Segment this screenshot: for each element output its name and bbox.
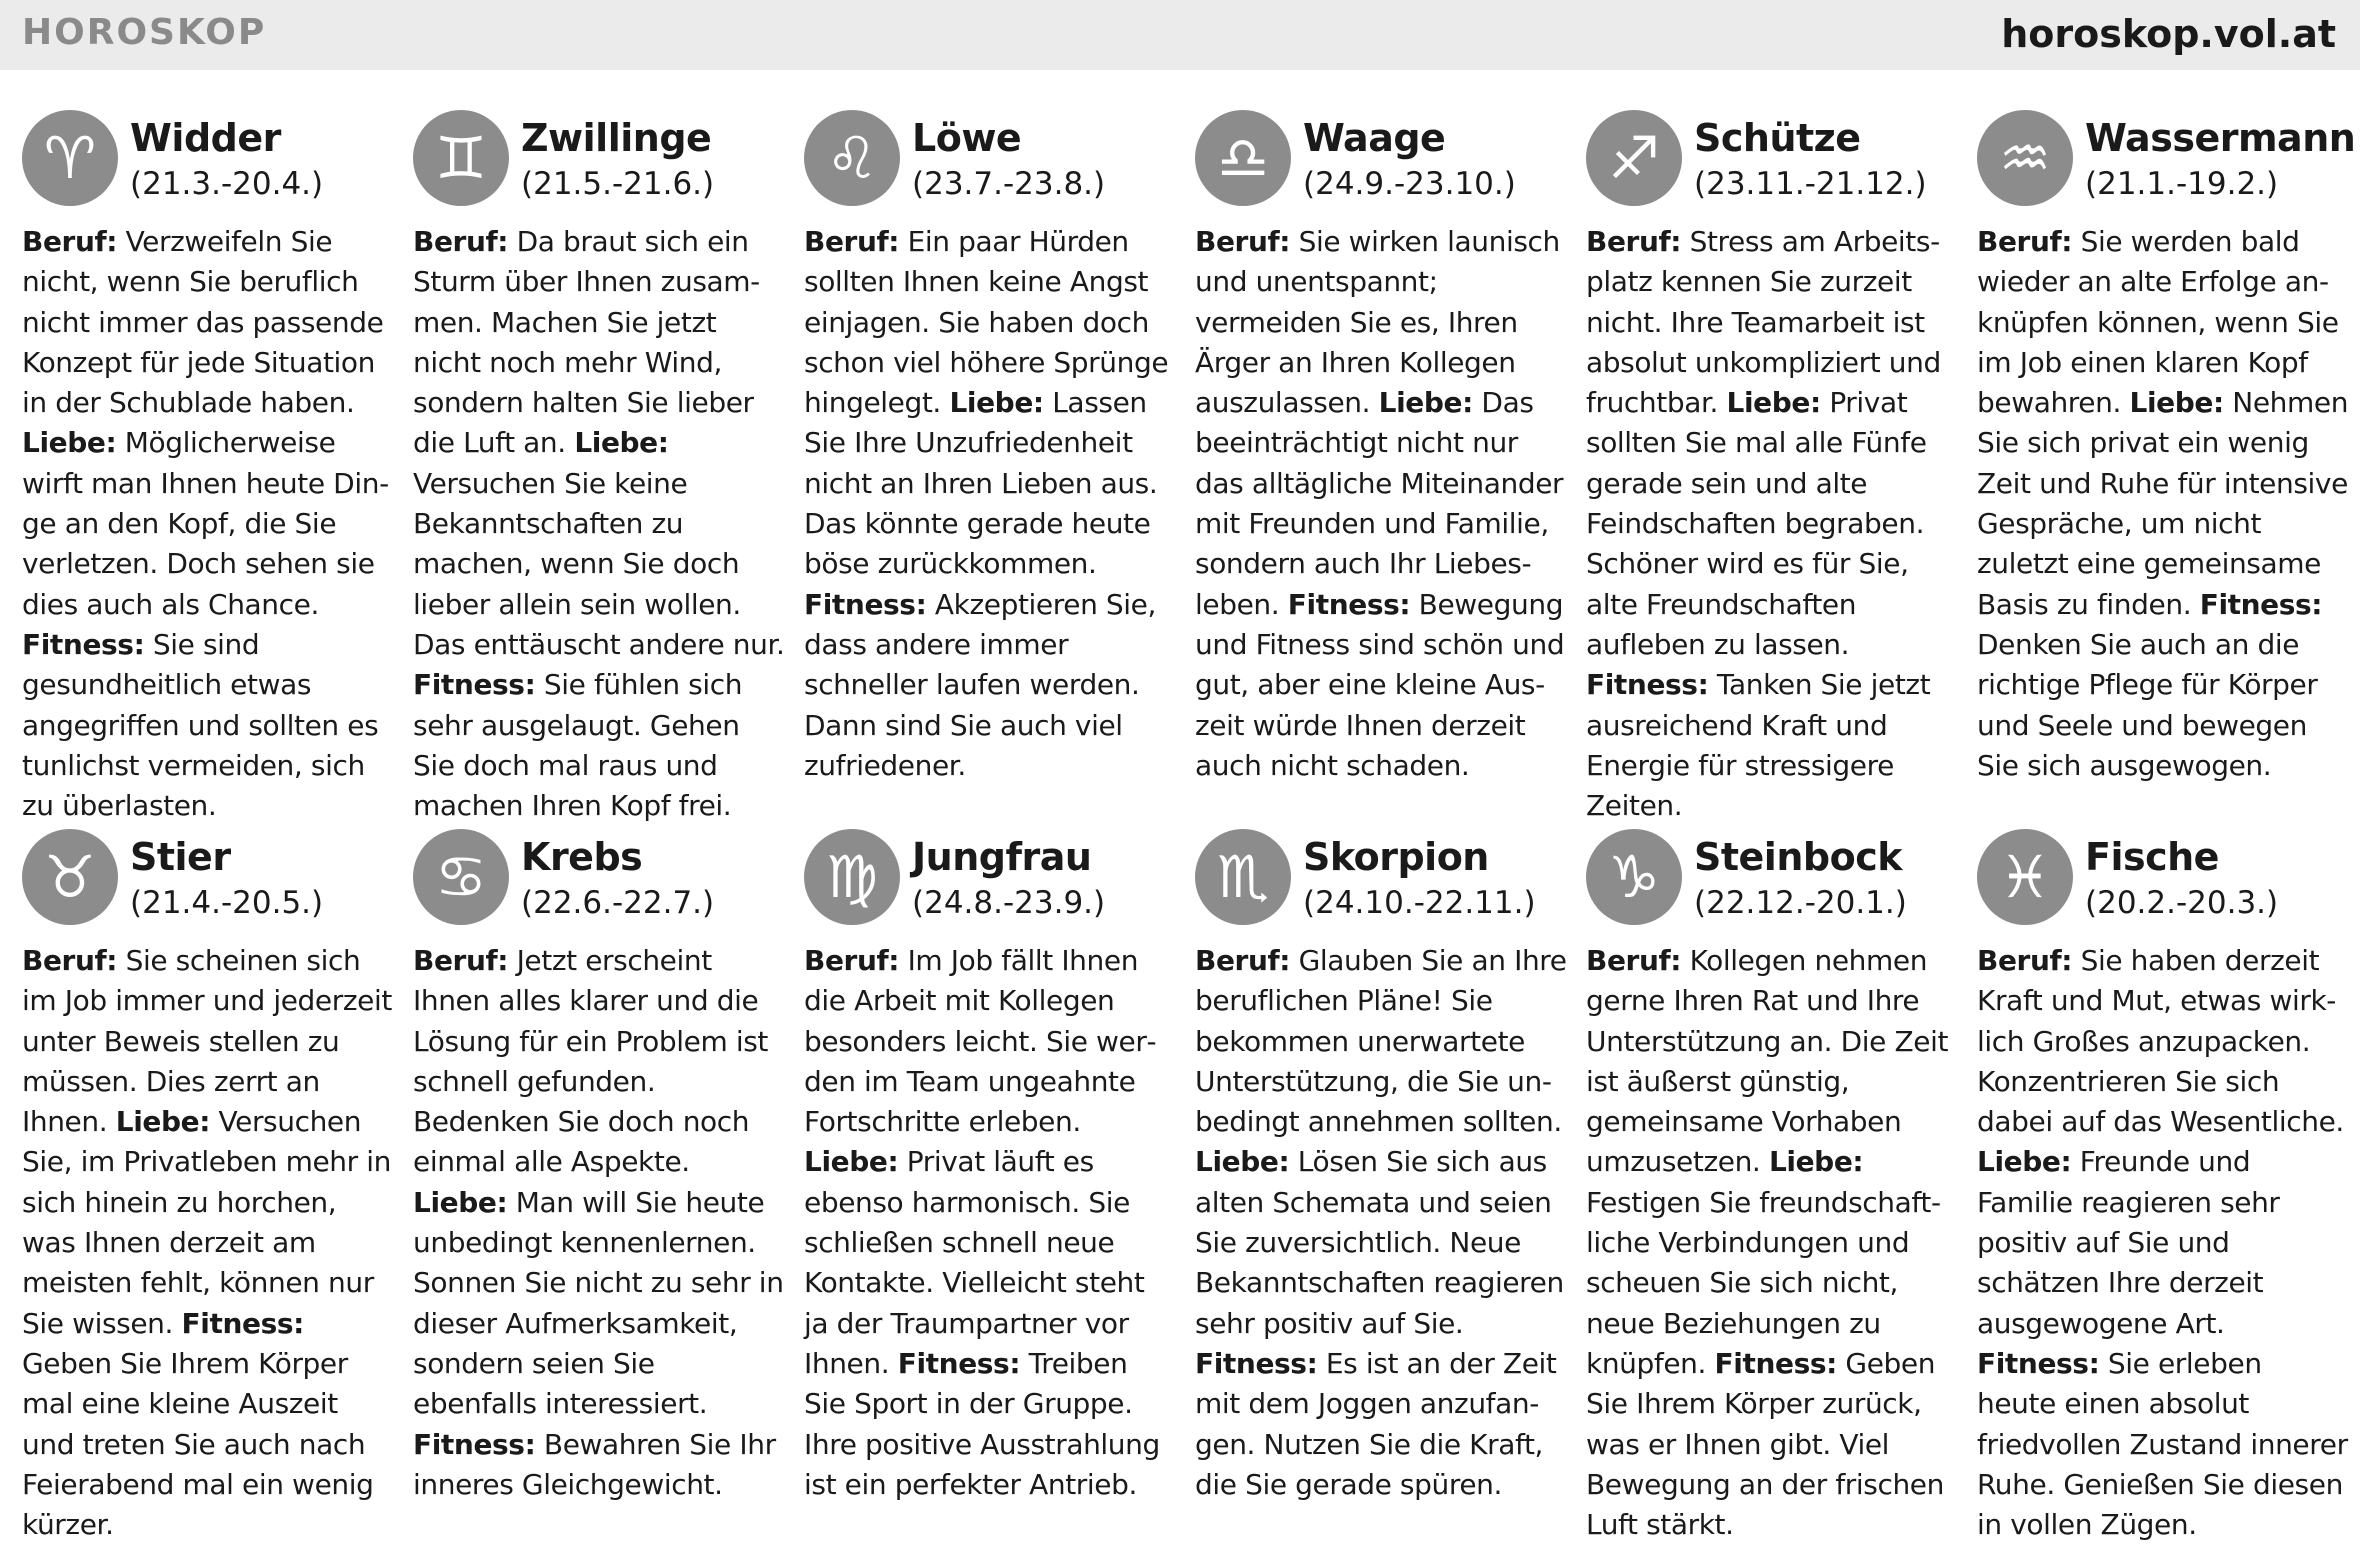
- sign-jungfrau: [782, 789, 1160, 1501]
- fitness-text: Denken Sie auch an die richtige Pflege für Körper und Seele und bewegen Sie sich ausgewogen.: [1977, 627, 2318, 782]
- zodiac-glyph: ♈: [44, 124, 96, 192]
- lion-icon: [804, 110, 900, 206]
- beruf-text: Sie scheinen sich im Job immer und jederzeit unter Beweis stellen zu müssen. Dies zerrt an Ihnen.: [22, 944, 392, 1139]
- liebe-text: Versuchen Sie keine Bekanntschaften zu machen, wenn Sie doch lieber allein sein wollen. Das enttäuscht andere nur.: [413, 466, 785, 661]
- sign-dates: (24.9.-23.10.): [1303, 166, 1516, 202]
- liebe-label: Liebe:: [413, 1185, 508, 1219]
- sign-dates: (22.12.-20.1.): [1694, 885, 1907, 921]
- zodiac-glyph: ♉: [44, 843, 96, 911]
- sign-widder: [0, 70, 390, 823]
- sign-text: [804, 941, 1176, 1505]
- sign-name: Jungfrau: [912, 835, 1092, 879]
- beruf-label: Beruf:: [413, 225, 509, 258]
- liebe-text: Das beeinträchtigt nicht nur das alltägliche Miteinander mit Freunden und Familie, sondern auch Ihr Liebesleben.: [1195, 386, 1564, 621]
- sign-dates: (21.4.-20.5.): [130, 885, 324, 921]
- zodiac-glyph: ♊: [435, 124, 487, 192]
- sign-steinbock: [1564, 789, 1949, 1542]
- sign-name: Schütze: [1694, 116, 1861, 160]
- sign-text: [1977, 941, 2349, 1545]
- beruf-text: Im Job fällt Ihnen die Arbeit mit Kollegen besonders leicht. Sie werden im Team ungeahnte Fortschritte erleben.: [804, 944, 1157, 1139]
- fish-icon: [1977, 829, 2073, 925]
- sign-dates: (23.7.-23.8.): [912, 166, 1106, 202]
- sign-dates: (20.2.-20.3.): [2085, 885, 2279, 921]
- beruf-text: Verzweifeln Sie nicht, wenn Sie beruflich nicht immer das passende Konzept für jede Situation in der Schublade haben.: [22, 225, 384, 420]
- liebe-label: Liebe:: [22, 426, 117, 460]
- liebe-label: Liebe:: [949, 386, 1044, 420]
- fitness-text: Sie erleben heute einen absolut friedvollen Zustand innerer Ruhe. Genießen Sie diesen in vollen Zügen.: [1977, 1346, 2348, 1542]
- fitness-label: Fitness:: [897, 1346, 1021, 1380]
- zodiac-glyph: ♑: [1608, 843, 1660, 911]
- fitness-label: Fitness:: [413, 1427, 536, 1461]
- scales-icon: [1195, 110, 1291, 206]
- sign-name: Zwillinge: [521, 116, 712, 160]
- sign-text: [413, 941, 785, 1505]
- section-title: HOROSKOP: [22, 12, 267, 53]
- liebe-label: Liebe:: [1726, 386, 1821, 420]
- sign-text: [413, 222, 785, 826]
- liebe-text: Lösen Sie sich aus alten Schemata und seien Sie zuversichtlich. Neue Bekanntschaften reagieren sehr positiv auf Sie.: [1195, 1145, 1564, 1340]
- liebe-label: Liebe:: [1195, 1145, 1290, 1179]
- zodiac-glyph: ♍: [826, 843, 878, 911]
- sign-name: Widder: [130, 116, 281, 160]
- sign-text: [22, 222, 394, 826]
- fitness-text: Bewegung und Fitness sind schön und gut, aber eine kleine Auszeit würde Ihnen derzeit auch nicht schaden.: [1195, 587, 1565, 782]
- fitness-text: Akzeptieren Sie, dass andere immer schneller laufen werden. Dann sind Sie auch viel zufriedener.: [804, 587, 1156, 782]
- sign-dates: (24.10.-22.11.): [1303, 885, 1536, 921]
- page-header: [0, 0, 2360, 70]
- liebe-label: Liebe:: [804, 1145, 899, 1179]
- sign-header: [0, 789, 370, 921]
- sign-text: [1195, 941, 1567, 1505]
- sign-text: [22, 941, 394, 1545]
- beruf-text: Sie haben derzeit Kraft und Mut, etwas wirklich Großes anzupacken. Konzentrieren Sie sich dabei auf das Wesentliche.: [1977, 944, 2344, 1139]
- sign-header: [1955, 70, 2356, 202]
- sign-text: [1586, 941, 1958, 1545]
- sign-name: Skorpion: [1303, 835, 1489, 879]
- sign-löwe: [782, 70, 1169, 782]
- sign-name: Waage: [1303, 116, 1446, 160]
- zodiac-glyph: ♓: [1999, 843, 2051, 911]
- sign-name: Löwe: [912, 116, 1022, 160]
- liebe-text: Privat sollten Sie mal alle Fünfe gerade sein und alte Feindschaften begraben. Schöner wird es für Sie, alte Freundschaften aufleben zu lassen.: [1586, 386, 1927, 661]
- beruf-label: Beruf:: [1195, 225, 1291, 258]
- sign-text: [1586, 222, 1958, 826]
- beruf-text: Jetzt erscheint Ihnen alles klarer und die Lösung für ein Problem ist schnell gefunden. Bedenken Sie doch noch einmal alle Aspekte.: [413, 944, 768, 1179]
- beruf-text: Glauben Sie an Ihre beruflichen Pläne! Sie bekommen unerwartete Unterstützung, die Sie unbedingt annehmen sollten.: [1195, 944, 1567, 1139]
- sign-name: Wassermann: [2085, 116, 2356, 160]
- fitness-label: Fitness:: [22, 627, 145, 661]
- sign-dates: (21.3.-20.4.): [130, 166, 324, 202]
- liebe-label: Liebe:: [115, 1105, 211, 1139]
- beruf-label: Beruf:: [804, 944, 900, 977]
- sign-header: [782, 789, 1152, 921]
- sign-wassermann: [1955, 70, 2356, 782]
- beruf-label: Beruf:: [22, 225, 118, 258]
- sign-text: [1195, 222, 1567, 786]
- fitness-label: Fitness:: [2199, 587, 2323, 621]
- sign-fische: [1955, 789, 2348, 1542]
- sign-dates: (23.11.-21.12.): [1694, 166, 1927, 202]
- fitness-label: Fitness:: [413, 668, 536, 702]
- crab-icon: [413, 829, 509, 925]
- beruf-label: Beruf:: [1977, 944, 2073, 977]
- sign-text: [804, 222, 1176, 786]
- fitness-text: Tanken Sie jetzt ausreichend Kraft und Energie für stressigere Zeiten.: [1586, 668, 1931, 823]
- zodiac-glyph: ♐: [1608, 124, 1660, 192]
- fitness-text: Geben Sie Ihrem Körper zurück, was er Ihnen gibt. Viel Bewegung an der frischen Luft stärkt.: [1586, 1346, 1944, 1542]
- liebe-label: Liebe:: [1378, 386, 1473, 420]
- liebe-text: Privat läuft es ebenso harmonisch. Sie schließen schnell neue Kontakte. Vielleicht steht ja der Traumpartner vor Ihnen.: [804, 1145, 1145, 1380]
- virgin-icon: [804, 829, 900, 925]
- beruf-label: Beruf:: [1195, 944, 1291, 977]
- beruf-text: Sie werden bald wieder an alte Erfolge anknüpfen können, wenn Sie im Job einen klaren Kopf bewahren.: [1977, 225, 2339, 420]
- water-bearer-icon: [1977, 110, 2073, 206]
- fitness-text: Es ist an der Zeit mit dem Joggen anzufangen. Nutzen Sie die Kraft, die Sie gerade spüren.: [1195, 1346, 1557, 1501]
- sign-header: [391, 70, 761, 202]
- sign-header: [1173, 789, 1543, 921]
- sign-waage: [1173, 70, 1565, 782]
- liebe-text: Festigen Sie freundschaftliche Verbindungen und scheuen Sie sich nicht, neue Beziehungen zu knüpfen.: [1586, 1185, 1942, 1380]
- sign-schütze: [1564, 70, 1941, 823]
- beruf-label: Beruf:: [413, 944, 509, 977]
- liebe-text: Man will Sie heute unbedingt kennenlernen. Sonnen Sie nicht zu sehr in dieser Aufmerksamkeit, sondern seien Sie ebenfalls interessiert.: [413, 1185, 784, 1421]
- site-url[interactable]: horoskop.vol.at: [2001, 12, 2336, 56]
- sign-dates: (21.5.-21.6.): [521, 166, 715, 202]
- sign-text: [1977, 222, 2349, 786]
- sign-stier: [0, 789, 392, 1542]
- bull-icon: [22, 829, 118, 925]
- beruf-text: Ein paar Hürden sollten Ihnen keine Angst einjagen. Sie haben doch schon viel höhere Sprünge hingelegt.: [804, 225, 1169, 420]
- zodiac-glyph: ♋: [435, 843, 487, 911]
- fitness-text: Sie sind gesundheitlich etwas angegriffen und sollten es tunlichst vermeiden, sich zu überlasten.: [22, 627, 379, 823]
- liebe-label: Liebe:: [1977, 1145, 2072, 1179]
- beruf-label: Beruf:: [1977, 225, 2073, 258]
- sign-name: Steinbock: [1694, 835, 1902, 879]
- sign-dates: (21.1.-19.2.): [2085, 166, 2279, 202]
- liebe-text: Möglicherweise wirft man Ihnen heute Dinge an den Kopf, die Sie verletzen. Doch sehen sie dies auch als Chance.: [22, 426, 390, 621]
- scorpion-icon: [1195, 829, 1291, 925]
- fitness-label: Fitness:: [804, 587, 927, 621]
- sign-header: [782, 70, 1152, 202]
- liebe-label: Liebe:: [1768, 1145, 1864, 1179]
- sign-zwillinge: [391, 70, 785, 823]
- beruf-text: Kollegen nehmen gerne Ihren Rat und Ihre Unterstützung an. Die Zeit ist äußerst günstig, gemeinsame Vorhaben umzusetzen.: [1586, 944, 1949, 1179]
- zodiac-glyph: ♎: [1217, 124, 1269, 192]
- fitness-text: Geben Sie Ihrem Körper mal eine kleine Auszeit und treten Sie auch nach Feierabend mal ein wenig kürzer.: [22, 1346, 374, 1542]
- sign-name: Krebs: [521, 835, 643, 879]
- sign-header: [1564, 789, 1934, 921]
- capricorn-icon: [1586, 829, 1682, 925]
- fitness-label: Fitness:: [181, 1306, 304, 1340]
- twins-icon: [413, 110, 509, 206]
- beruf-label: Beruf:: [1586, 944, 1682, 977]
- beruf-text: Stress am Arbeitsplatz kennen Sie zurzeit nicht. Ihre Teamarbeit ist absolut unkompliziert und fruchtbar.: [1586, 225, 1941, 420]
- beruf-text: Sie wirken launisch und unentspannt; vermeiden Sie es, Ihren Ärger an Ihren Kollegen auszulassen.: [1195, 225, 1560, 420]
- sign-header: [391, 789, 761, 921]
- beruf-label: Beruf:: [22, 944, 118, 977]
- liebe-text: Versuchen Sie, im Privatleben mehr in sich hinein zu horchen, was Ihnen derzeit am meisten fehlt, können nur Sie wissen.: [22, 1105, 391, 1340]
- archer-icon: [1586, 110, 1682, 206]
- liebe-text: Freunde und Familie reagieren sehr positiv auf Sie und schätzen Ihre derzeit ausgewogene Art.: [1977, 1145, 2280, 1340]
- liebe-label: Liebe:: [574, 426, 669, 460]
- sign-krebs: [391, 789, 784, 1501]
- zodiac-glyph: ♏: [1217, 843, 1269, 911]
- sign-header: [1173, 70, 1543, 202]
- fitness-label: Fitness:: [1287, 587, 1411, 621]
- liebe-text: Lassen Sie Ihre Unzufriedenheit nicht an Ihren Lieben aus. Das könnte gerade heute böse zurückkommen.: [804, 386, 1158, 581]
- ram-icon: [22, 110, 118, 206]
- sign-dates: (22.6.-22.7.): [521, 885, 715, 921]
- fitness-label: Fitness:: [1977, 1346, 2100, 1380]
- zodiac-glyph: ♒: [1999, 124, 2051, 192]
- beruf-text: Da braut sich ein Sturm über Ihnen zusammen. Machen Sie jetzt nicht noch mehr Wind, sondern halten Sie lieber die Luft an.: [413, 225, 761, 460]
- fitness-text: Bewahren Sie Ihr inneres Gleichgewicht.: [413, 1427, 776, 1501]
- beruf-label: Beruf:: [1586, 225, 1682, 258]
- beruf-label: Beruf:: [804, 225, 900, 258]
- liebe-text: Nehmen Sie sich privat ein wenig Zeit und Ruhe für intensive Gespräche, um nicht zuletzt eine gemeinsame Basis zu finden.: [1977, 386, 2349, 621]
- fitness-label: Fitness:: [1714, 1346, 1837, 1380]
- fitness-text: Treiben Sie Sport in der Gruppe. Ihre positive Ausstrahlung ist ein perfekter Antrieb.: [804, 1346, 1160, 1501]
- fitness-label: Fitness:: [1586, 668, 1709, 702]
- sign-header: [1564, 70, 1934, 202]
- fitness-text: Sie fühlen sich sehr ausgelaugt. Gehen Sie doch mal raus und machen Ihren Kopf frei.: [413, 668, 743, 823]
- sign-skorpion: [1173, 789, 1567, 1501]
- sign-dates: (24.8.-23.9.): [912, 885, 1106, 921]
- sign-name: Stier: [130, 835, 231, 879]
- fitness-label: Fitness:: [1195, 1346, 1318, 1380]
- sign-name: Fische: [2085, 835, 2219, 879]
- liebe-label: Liebe:: [2129, 386, 2224, 420]
- sign-header: [1955, 789, 2325, 921]
- sign-header: [0, 70, 370, 202]
- zodiac-glyph: ♌: [826, 124, 878, 192]
